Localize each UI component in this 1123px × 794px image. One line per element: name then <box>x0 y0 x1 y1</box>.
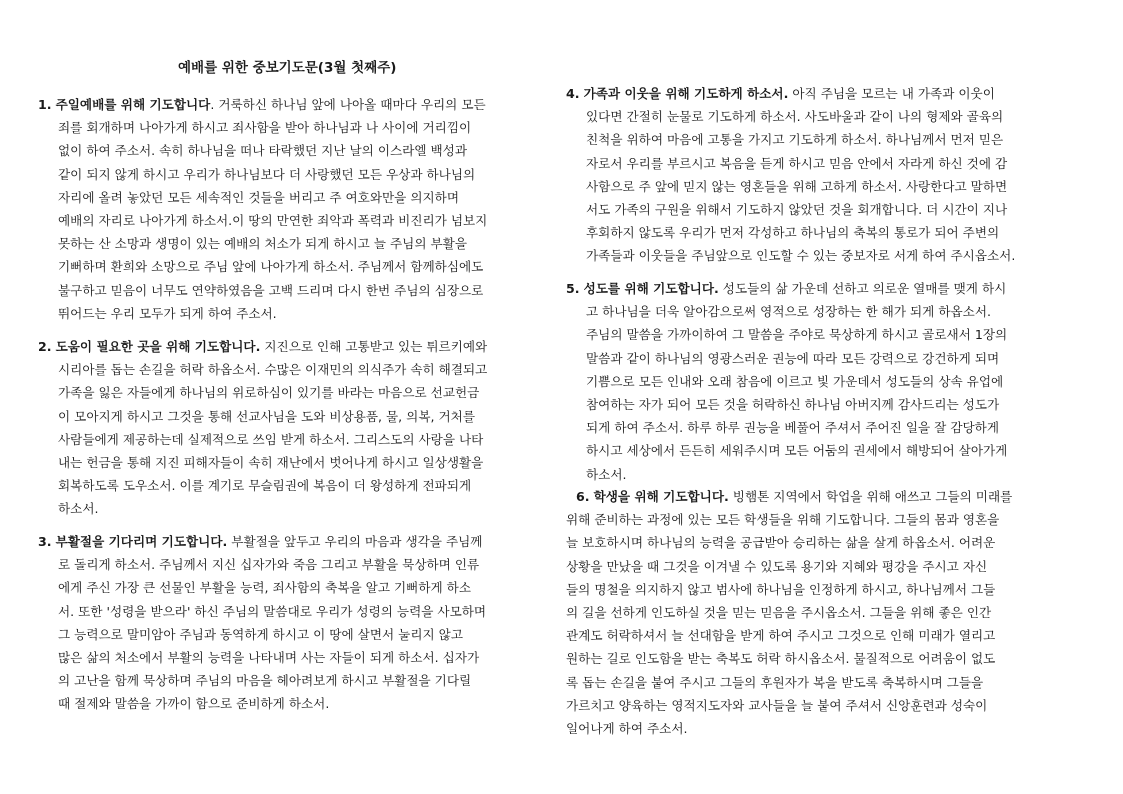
section-line: 친척을 위하여 마음에 고통을 가지고 기도하게 하소서. 하나님께서 먼저 믿은 <box>586 132 1004 148</box>
section-line: 많은 삶의 처소에서 부활의 능력을 나타내며 사는 자들이 되게 하소서. 십자가 <box>58 649 480 665</box>
section-number: 6. <box>576 489 590 504</box>
prayer-section-4 <box>566 82 1076 268</box>
section-line: 들의 명철을 의지하지 않고 범사에 하나님을 인정하게 하시고, 하나님께서 그들 <box>566 581 996 597</box>
section-number: 2. <box>38 339 52 354</box>
section-line: 되게 하여 주소서. 하루 하루 권능을 베풀어 주셔서 주어진 일을 잘 감당하게 <box>586 420 1000 436</box>
section-line: 있다면 간절히 눈물로 기도하게 하소서. 사도바울과 같이 나의 형제와 골육의 <box>586 109 1004 125</box>
section-heading: 도움이 필요한 곳을 위해 기도합니다. <box>55 339 261 354</box>
section-line: 관계도 허락하셔서 늘 선대함을 받게 하여 주시고 그것으로 인해 미래가 열리고 <box>566 628 996 644</box>
section-line: 기뻐하며 환희와 소망으로 주님 앞에 나아가게 하소서. 주님께서 함께하심에도 <box>58 259 484 275</box>
section-line: 이 모아지게 하시고 그것을 통해 선교사님을 도와 비상용품, 물, 의복, 거처를 <box>58 408 476 424</box>
section-line: 없이 하여 주소서. 속히 하나님을 떠나 타락했던 지난 날의 이스라엘 백성과 <box>58 143 468 159</box>
section-line: 자리에 올려 놓았던 모든 세속적인 것들을 버리고 주 여호와만을 의지하며 <box>58 189 459 205</box>
section-line: 서도 가족의 구원을 위해서 기도하지 않았던 것을 회개합니다. 더 시간이 지나 <box>586 201 1008 217</box>
section-line: 못하는 산 소망과 생명이 있는 예배의 처소가 되게 하시고 늘 주님의 부활을 <box>58 236 468 252</box>
section-line: 후회하지 않도록 우리가 먼저 각성하고 하나님의 축복의 통로가 되어 주변의 <box>586 225 1000 241</box>
section-line: 하소서. <box>58 501 99 517</box>
section-line: 늘 보호하시며 하나님의 능력을 공급받아 승리하는 삶을 살게 하옵소서. 어려운 <box>566 535 996 551</box>
section-line: 원하는 길로 인도함을 받는 축복도 허락 하시옵소서. 물질적으로 어려움이 없도 <box>566 651 996 667</box>
section-heading: 가족과 이웃을 위해 기도하게 하소서. <box>583 86 789 101</box>
section-heading: 학생을 위해 기도합니다. <box>593 489 729 504</box>
section-text: 부활절을 앞두고 우리의 마음과 생각을 주님께 <box>227 534 483 549</box>
section-line: 예배의 자리로 나아가게 하소서.이 땅의 만연한 죄악과 폭력과 비진리가 넘보지 <box>58 212 488 228</box>
section-line: 가족들과 이웃들을 주님앞으로 인도할 수 있는 중보자로 서게 하여 주시옵소서. <box>586 248 1016 264</box>
document-title: 예배를 위한 중보기도문(3월 첫째주) <box>178 60 397 76</box>
section-line: 기쁨으로 모든 인내와 오래 참음에 이르고 빛 가운데서 성도들의 상속 유업에 <box>586 373 1004 389</box>
prayer-section-1 <box>38 93 550 325</box>
section-line: 상황을 만났을 때 그것을 이겨낼 수 있도록 용기와 지혜와 평강을 주시고 자신 <box>566 558 988 574</box>
section-line: 그 능력으로 말미암아 주님과 동역하게 하시고 이 땅에 살면서 눌리지 않고 <box>58 626 463 642</box>
section-line: 사람들에게 제공하는데 실제적으로 쓰임 받게 하소서. 그리스도의 사랑을 나타 <box>58 431 484 447</box>
section-line: 참여하는 자가 되어 모든 것을 허락하신 하나님 아버지께 감사드리는 성도가 <box>586 396 1000 412</box>
section-line: 사함으로 주 앞에 믿지 않는 영혼들을 위해 고하게 하소서. 사랑한다고 말하면 <box>586 178 1008 194</box>
section-heading: 성도를 위해 기도합니다. <box>583 281 719 296</box>
section-line: 록 돕는 손길을 붙여 주시고 그들의 후원자가 복을 받도록 축복하시며 그들을 <box>566 674 984 690</box>
section-number: 4. <box>566 86 580 101</box>
section-text: 아직 주님을 모르는 내 가족과 이웃이 <box>788 86 995 101</box>
section-line: 의 고난을 함께 묵상하며 주님의 마음을 헤아려보게 하시고 부활절을 기다릴 <box>58 673 472 689</box>
section-line: 위해 준비하는 과정에 있는 모든 학생들을 위해 기도합니다. 그들의 몸과 영혼을 <box>566 512 1000 528</box>
section-line: 일어나게 하여 주소서. <box>566 720 688 736</box>
section-line: 의 길을 선하게 인도하실 것을 믿는 믿음을 주시옵소서. 그들을 위해 좋은 인간 <box>566 604 992 620</box>
section-line: 에게 주신 가장 큰 선물인 부활을 능력, 죄사함의 축복을 알고 기뻐하게 하소 <box>58 580 472 596</box>
section-line: 같이 되지 않게 하시고 우리가 하나님보다 더 사랑했던 모든 우상과 하나님의 <box>58 166 476 182</box>
prayer-section-5 <box>566 277 1076 486</box>
section-text: . 거룩하신 하나님 앞에 나아올 때마다 우리의 모든 <box>210 97 486 112</box>
section-line: 하시고 세상에서 든든히 세워주시며 모든 어둠의 권세에서 해방되어 살아가게 <box>586 443 1008 459</box>
section-text: 빙햄톤 지역에서 학업을 위해 애쓰고 그들의 미래를 <box>728 489 1013 504</box>
section-line: 주님의 말씀을 가까이하여 그 말씀을 주야로 묵상하게 하시고 골로새서 1장의 <box>586 327 1008 343</box>
section-line: 고 하나님을 더욱 알아감으로써 영적으로 성장하는 한 해가 되게 하옵소서. <box>586 304 991 320</box>
section-line: 죄를 회개하며 나아가게 하시고 죄사함을 받아 하나님과 나 사이에 거리낌이 <box>58 120 472 136</box>
section-line: 시리아를 돕는 손길을 허락 하옵소서. 수많은 이재민의 의식주가 속히 해결되고 <box>58 362 488 378</box>
section-line: 회복하도록 도우소서. 이를 계기로 무슬림권에 복음이 더 왕성하게 전파되게 <box>58 478 472 494</box>
prayer-section-2 <box>38 335 550 521</box>
section-text: 지진으로 인해 고통받고 있는 튀르키예와 <box>260 339 488 354</box>
section-line: 로 돌리게 하소서. 주님께서 지신 십자가와 죽음 그리고 부활을 묵상하며 인류 <box>58 557 480 573</box>
section-line: 불구하고 믿음이 너무도 연약하였음을 고백 드리며 다시 한번 주님의 심장으로 <box>58 282 484 298</box>
section-line: 뛰어드는 우리 모두가 되게 하여 주소서. <box>58 305 277 321</box>
section-number: 5. <box>566 281 580 296</box>
section-line: 가르치고 양육하는 영적지도자와 교사들을 늘 붙여 주셔서 신앙훈련과 성숙이 <box>566 697 988 713</box>
section-line: 하소서. <box>586 466 627 482</box>
prayer-section-6 <box>566 485 1076 740</box>
section-line: 가족을 잃은 자들에게 하나님의 위로하심이 있기를 바라는 마음으로 선교헌금 <box>58 385 480 401</box>
section-number: 3. <box>38 534 52 549</box>
section-line: 서. 또한 '성령을 받으라' 하신 주님의 말씀대로 우리가 성령의 능력을 사모하며 <box>58 603 487 619</box>
section-heading: 주일예배를 위해 기도합니다 <box>55 97 211 112</box>
prayer-section-3 <box>38 530 550 716</box>
section-number: 1. <box>38 97 52 112</box>
section-line: 말씀과 같이 하나님의 영광스러운 권능에 따라 모든 강력으로 강건하게 되며 <box>586 350 1000 366</box>
section-line: 자로서 우리를 부르시고 복음을 듣게 하시고 믿음 안에서 자라게 하신 것에 감 <box>586 155 1008 171</box>
section-line: 때 절제와 말씀을 가까이 함으로 준비하게 하소서. <box>58 696 330 712</box>
section-heading: 부활절을 기다리며 기도합니다. <box>55 534 228 549</box>
section-line: 내는 헌금을 통해 지진 피해자들이 속히 재난에서 벗어나게 하시고 일상생활을 <box>58 454 484 470</box>
section-text: 성도들의 삶 가운데 선하고 의로운 열매를 맺게 하시 <box>718 281 1007 296</box>
